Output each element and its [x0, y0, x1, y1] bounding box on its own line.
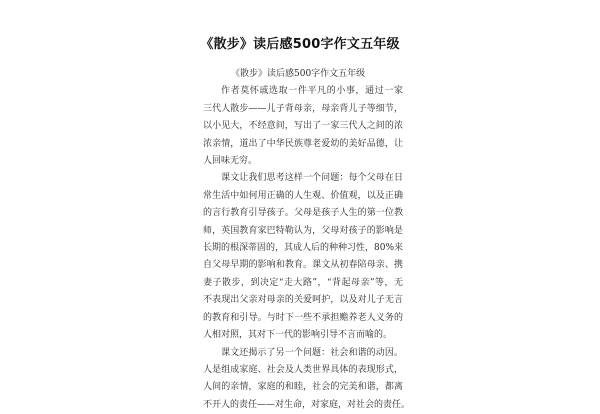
body-line: 长期的根深蒂固的，其成人后的种种习性，80%来: [203, 243, 404, 254]
body-line: 人间的亲情，家庭的和睦，社会的完美和谐，都离: [203, 382, 403, 393]
body-line: 人是组成家庭、社会及人类世界具体的表现形式，: [203, 364, 403, 375]
body-line: 常生活中如何用正确的人生观、价值观，以及正确: [203, 190, 403, 201]
body-line: 不表现出父亲对母亲的关爱呵护，以及对儿子无言: [203, 295, 403, 306]
body-line: 人回味无穷。: [203, 156, 258, 167]
body-line: 课文让我们思考这样一个问题：每个父母在日: [221, 173, 403, 184]
document-title: 《散步》读后感500字作文五年级: [200, 37, 400, 52]
body-line: 以小见大，不经意间，写出了一家三代人之间的浓: [203, 121, 403, 132]
body-line: 的教育和引导。与时下一些不承担赡养老人义务的: [203, 312, 403, 323]
body-line: 《散步》读后感500字作文五年级: [231, 69, 366, 79]
body-line: 妻子散步，到决定“走大路”，“背起母亲”等，无: [203, 277, 403, 288]
body-line: 自父母早期的影响和教育。课文从初春陪母亲、携: [203, 260, 403, 271]
body-line: 浓亲情，道出了中华民族尊老爱幼的美好品德，让: [203, 138, 403, 149]
body-line: 不开人的责任——对生命，对家庭，对社会的责任。: [203, 399, 411, 410]
body-line: 人相对照，其对下一代的影响引导不言而喻的。: [203, 330, 393, 341]
body-line: 课文还揭示了另一个问题：社会和谐的动因。: [221, 347, 403, 358]
document-body: [203, 66, 411, 414]
body-line: 的言行教育引导孩子。父母是孩子人生的第一位教: [203, 208, 403, 219]
body-line: 三代人散步——儿子背母亲，母亲背儿子等细节，: [203, 103, 403, 114]
body-line: 作者莫怀戚选取一件平凡的小事，通过一家: [221, 86, 403, 97]
body-line: 师，英国教育家巴特勒认为，父母对孩子的影响是: [203, 225, 403, 236]
